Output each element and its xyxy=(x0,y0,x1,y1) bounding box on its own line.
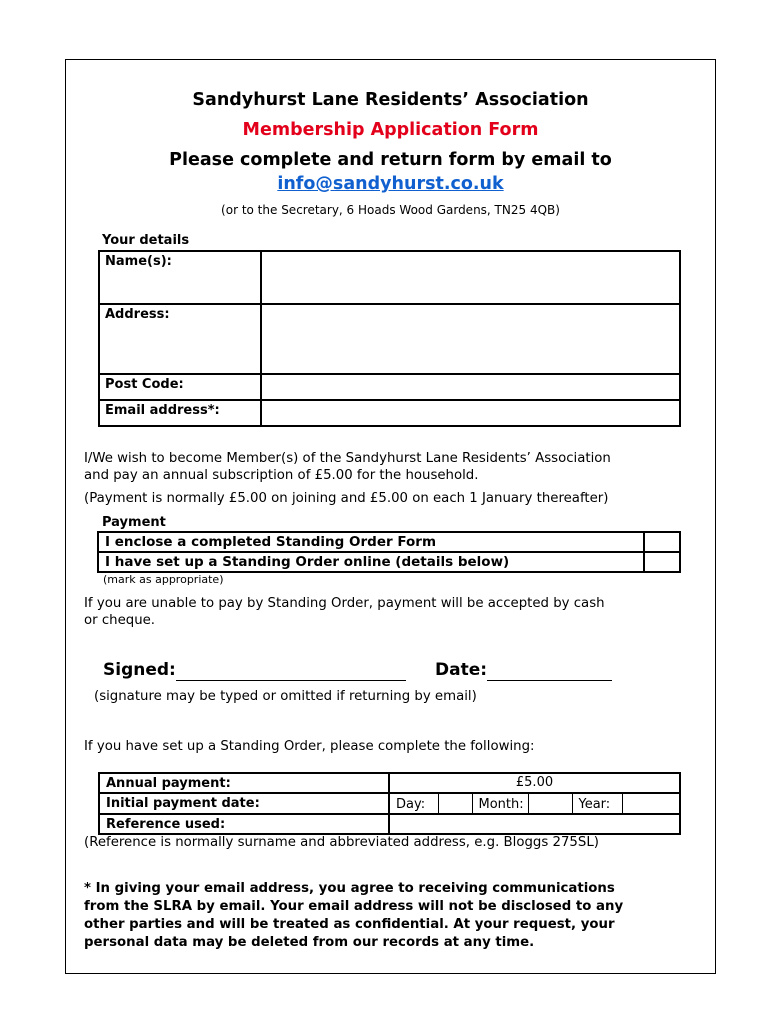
checkbox-online-standing-order[interactable] xyxy=(644,552,680,572)
membership-statement-line-1: I/We wish to become Member(s) of the Sandyhurst Lane Residents’ Association xyxy=(84,451,611,466)
name-label: Name(s): xyxy=(99,251,261,304)
standing-order-intro: If you have set up a Standing Order, please complete the following: xyxy=(84,739,535,754)
address-label: Address: xyxy=(99,304,261,374)
year-label: Year: xyxy=(572,794,622,813)
initial-payment-date-cell xyxy=(389,793,680,814)
checkbox-standing-order-form[interactable] xyxy=(644,532,680,552)
name-field[interactable] xyxy=(261,251,680,304)
privacy-notice xyxy=(84,880,623,952)
mark-note: (mark as appropriate) xyxy=(103,573,224,586)
month-field[interactable] xyxy=(528,794,572,813)
privacy-line-3: other parties and will be treated as confidential. At your request, your xyxy=(84,917,615,932)
reference-label: Reference used: xyxy=(99,814,389,834)
month-label: Month: xyxy=(472,794,528,813)
day-field[interactable] xyxy=(438,794,472,813)
day-label: Day: xyxy=(390,794,438,813)
postcode-label: Post Code: xyxy=(99,374,261,400)
return-instruction: Please complete and return form by email to xyxy=(169,150,612,170)
reference-field[interactable] xyxy=(389,814,680,834)
reference-note: (Reference is normally surname and abbreviated address, e.g. Bloggs 275SL) xyxy=(84,835,599,850)
date-parts-table xyxy=(390,794,679,813)
annual-payment-value: £5.00 xyxy=(389,773,680,793)
annual-payment-label: Annual payment: xyxy=(99,773,389,793)
payment-options-table xyxy=(97,531,681,573)
signed-label: Signed: xyxy=(103,660,176,680)
payment-schedule-note: (Payment is normally £5.00 on joining and £5.00 on each 1 January thereafter) xyxy=(84,491,609,506)
email-address-label: Email address*: xyxy=(99,400,261,426)
standing-order-table xyxy=(98,772,681,835)
payment-heading: Payment xyxy=(102,515,166,530)
signature-line[interactable] xyxy=(176,660,406,681)
details-heading: Your details xyxy=(102,233,190,248)
form-page xyxy=(65,59,716,974)
membership-statement-line-2: and pay an annual subscription of £5.00 for the household. xyxy=(84,468,479,483)
postcode-field[interactable] xyxy=(261,374,680,400)
secretary-address-note: (or to the Secretary, 6 Hoads Wood Gardens, TN25 4QB) xyxy=(221,203,560,217)
address-field[interactable] xyxy=(261,304,680,374)
date-row xyxy=(435,660,612,681)
cash-payment-line-2: or cheque. xyxy=(84,613,156,628)
contact-email-link[interactable]: info@sandyhurst.co.uk xyxy=(277,174,504,194)
signature-row xyxy=(103,660,406,681)
form-subtitle: Membership Application Form xyxy=(242,120,539,140)
year-field[interactable] xyxy=(622,794,679,813)
payment-option-online: I have set up a Standing Order online (details below) xyxy=(98,552,644,572)
cash-payment-line-1: If you are unable to pay by Standing Order, payment will be accepted by cash xyxy=(84,596,605,611)
privacy-line-2: from the SLRA by email. Your email address will not be disclosed to any xyxy=(84,899,624,914)
payment-option-standing-order-form: I enclose a completed Standing Order Form xyxy=(98,532,644,552)
email-address-field[interactable] xyxy=(261,400,680,426)
date-label: Date: xyxy=(435,660,488,680)
privacy-line-1: * In giving your email address, you agree to receiving communications xyxy=(84,881,615,896)
signature-note: (signature may be typed or omitted if returning by email) xyxy=(94,689,477,704)
details-table xyxy=(98,250,681,427)
privacy-line-4: personal data may be deleted from our records at any time. xyxy=(84,935,535,950)
initial-payment-label: Initial payment date: xyxy=(99,793,389,814)
date-line[interactable] xyxy=(487,660,612,681)
association-title: Sandyhurst Lane Residents’ Association xyxy=(192,90,589,110)
